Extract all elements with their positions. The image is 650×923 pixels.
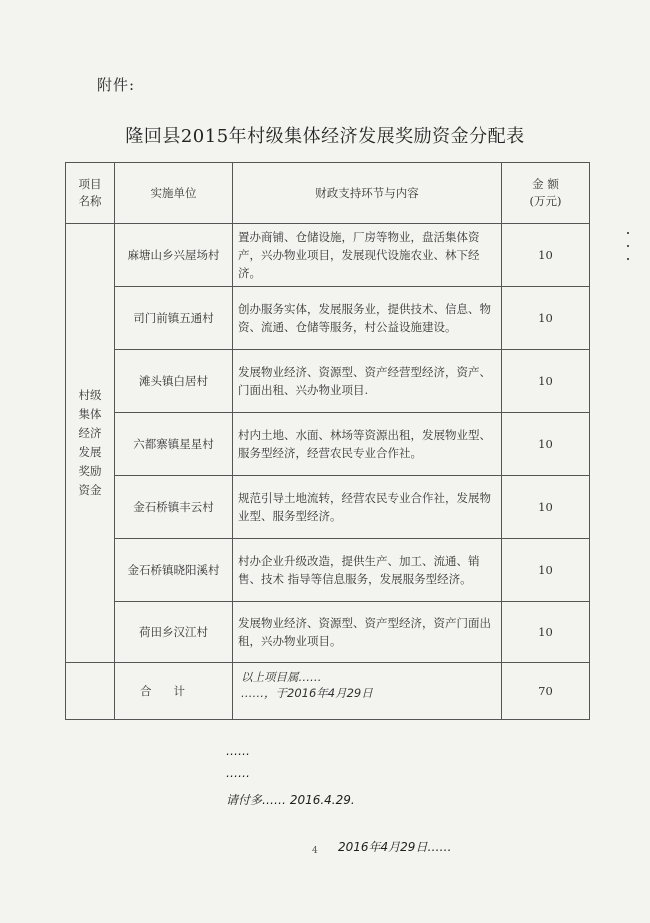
category-cell: 村级集体经济发展奖励资金 (66, 224, 115, 663)
content-cell: 规范引导土地流转，经营农民专业合作社，发展物业型、服务型经济。 (233, 476, 502, 539)
table-header-row (66, 163, 590, 224)
table-row (66, 476, 590, 539)
column-header-unit: 实施单位 (115, 163, 233, 224)
table-row (66, 287, 590, 350)
table-row (66, 350, 590, 413)
amount-cell: 10 (502, 602, 590, 663)
content-cell: 创办服务实体，发展服务业，提供技术、信息、物资、流通、仓储等服务，村公益设施建设。 (233, 287, 502, 350)
amount-cell: 10 (502, 350, 590, 413)
column-header-project: 项目名称 (66, 163, 115, 224)
content-cell: 发展物业经济、资源型、资产经营型经济，资产、门面出租、兴办物业项目. (233, 350, 502, 413)
content-cell: 村内土地、水面、林场等资源出租，发展物业型、服务型经济，经营农民专业合作社。 (233, 413, 502, 476)
column-header-amount: 金 额 (万元) (502, 163, 590, 224)
total-amount: 70 (502, 663, 590, 720)
column-header-content: 财政支持环节与内容 (233, 163, 502, 224)
unit-cell: 司门前镇五通村 (115, 287, 233, 350)
content-cell: 置办商铺、仓储设施，厂房等物业，盘活集体资产，兴办物业项目，发展现代设施农业、林下经济。 (233, 224, 502, 287)
attachment-label: 附件: (97, 76, 136, 94)
table-row (66, 224, 590, 287)
handwritten-note: 以上项目属…… ……，于2016年4月29日 (233, 663, 502, 720)
amount-cell: 10 (502, 224, 590, 287)
unit-cell: 麻塘山乡兴屋场村 (115, 224, 233, 287)
amount-cell: 10 (502, 287, 590, 350)
amount-cell: 10 (502, 413, 590, 476)
amount-cell: 10 (502, 476, 590, 539)
table-row (66, 602, 590, 663)
unit-cell: 金石桥镇丰云村 (115, 476, 233, 539)
document-title: 隆回县2015年村级集体经济发展奖励资金分配表 (125, 126, 525, 147)
unit-cell: 滩头镇白居村 (115, 350, 233, 413)
handwritten-note-line: …… (226, 744, 250, 758)
handwritten-signoff: 2016年4月29日…… (338, 840, 452, 854)
allocation-table (65, 162, 590, 720)
unit-cell: 金石桥镇晓阳溪村 (115, 539, 233, 602)
total-row (66, 663, 590, 720)
content-cell: 发展物业经济、资源型、资产型经济，资产门面出租，兴办物业项目。 (233, 602, 502, 663)
total-blank-cell (66, 663, 115, 720)
page-number: 4 (312, 846, 318, 856)
total-label: 合计 (115, 663, 233, 720)
content-cell: 村办企业升级改造，提供生产、加工、流通、销售、技术 指导等信息服务，发展服务型经济。 (233, 539, 502, 602)
handwritten-note-line: …… (226, 766, 250, 780)
table-row (66, 413, 590, 476)
unit-cell: 六都寨镇星星村 (115, 413, 233, 476)
unit-cell: 荷田乡汉江村 (115, 602, 233, 663)
scan-margin-marks (627, 232, 630, 262)
amount-cell: 10 (502, 539, 590, 602)
handwritten-note-line: 请付多…… 2016.4.29. (226, 793, 355, 807)
table-row (66, 539, 590, 602)
